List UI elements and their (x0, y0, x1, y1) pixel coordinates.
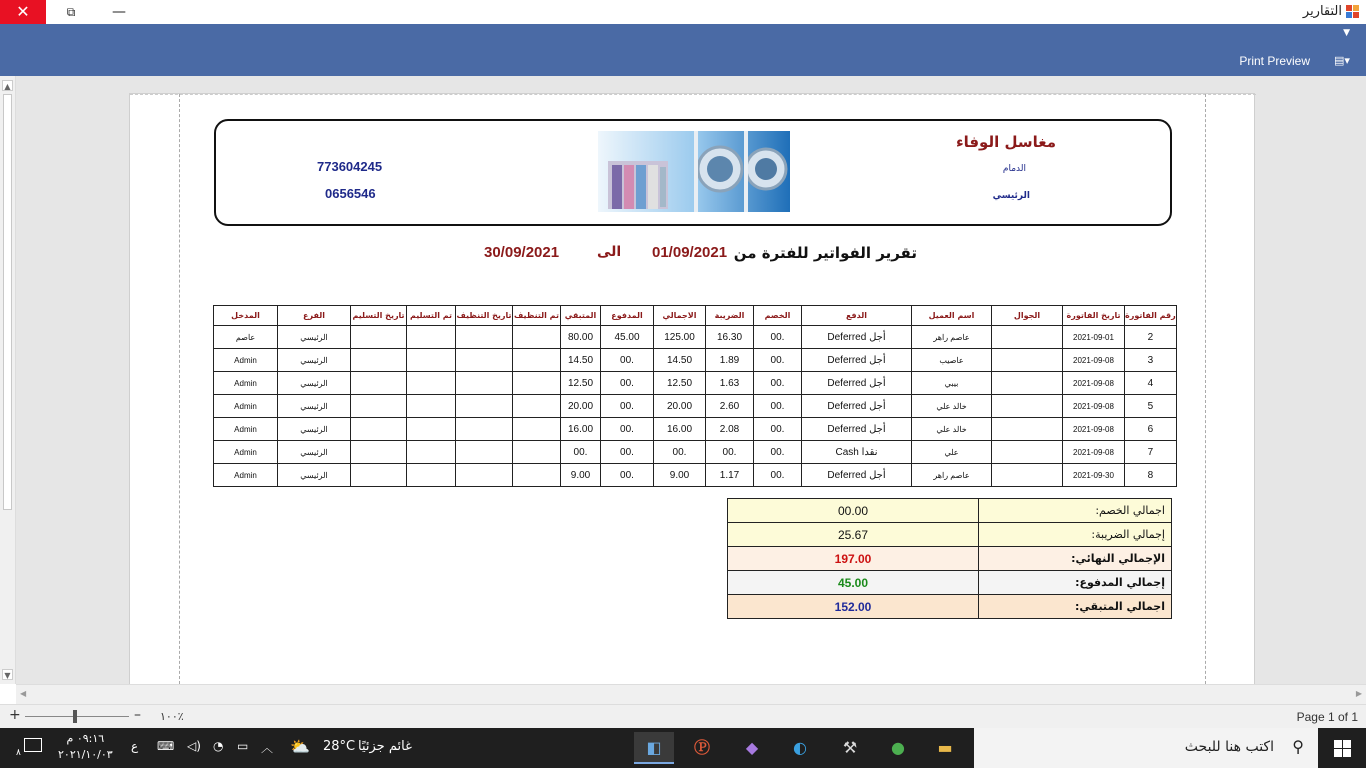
tools-icon[interactable]: ⚒ (842, 738, 858, 757)
table-cell: 2021-09-08 (1063, 349, 1125, 372)
table-cell (351, 441, 407, 464)
table-cell: 4 (1125, 372, 1177, 395)
table-row (214, 395, 1177, 418)
table-cell: أجل Deferred (802, 326, 912, 349)
column-header: المدفوع (601, 306, 654, 326)
totals-value: 45.00 (728, 571, 979, 595)
zoom-level: ١٠٠٪ (160, 710, 184, 723)
volume-icon[interactable]: ◁) (187, 739, 201, 753)
temperature: 28°C (323, 739, 356, 754)
menu-icon[interactable]: ▤▾ (1334, 54, 1350, 67)
table-cell (351, 418, 407, 441)
visual-studio-icon[interactable]: ◆ (745, 738, 759, 757)
date-from: 01/09/2021 (652, 244, 728, 261)
column-header: تم التنظيف (513, 306, 561, 326)
table-cell: بيبي (912, 372, 992, 395)
zoom-in-button[interactable]: + (9, 707, 21, 723)
table-cell: الرئيسي (278, 349, 351, 372)
table-cell: 80.00 (561, 326, 601, 349)
table-cell: .00 (754, 464, 802, 487)
table-cell: 1.17 (706, 464, 754, 487)
table-cell: .00 (754, 372, 802, 395)
table-header-row (214, 306, 1177, 326)
column-header: الضريبة (706, 306, 754, 326)
totals-row (728, 499, 1172, 523)
table-cell: 3 (1125, 349, 1177, 372)
table-cell: 20.00 (561, 395, 601, 418)
column-header: تم التسليم (407, 306, 456, 326)
scroll-down-icon[interactable]: ▼ (2, 669, 13, 680)
totals-row (728, 523, 1172, 547)
table-cell: Admin (214, 418, 278, 441)
clock[interactable] (58, 731, 113, 763)
table-cell (351, 464, 407, 487)
table-cell: 2021-09-08 (1063, 441, 1125, 464)
table-cell (992, 372, 1063, 395)
table-cell (513, 395, 561, 418)
table-cell (992, 418, 1063, 441)
table-cell: 16.30 (706, 326, 754, 349)
table-cell: 7 (1125, 441, 1177, 464)
table-cell: علي (912, 441, 992, 464)
table-cell: 2021-09-08 (1063, 372, 1125, 395)
page-indicator: Page 1 of 1 (1296, 710, 1358, 724)
table-cell (456, 326, 513, 349)
restore-button[interactable]: ⧉ (66, 5, 76, 19)
table-cell: أجل Deferred (802, 395, 912, 418)
scroll-left-icon[interactable]: ◀ (20, 689, 27, 698)
report-header (214, 119, 1172, 226)
table-cell: Admin (214, 464, 278, 487)
table-cell (513, 326, 561, 349)
column-header: تاريخ الفاتورة (1063, 306, 1125, 326)
totals-value: 197.00 (728, 547, 979, 571)
table-cell: 2021-09-08 (1063, 395, 1125, 418)
file-explorer-icon[interactable]: ▬ (937, 738, 953, 757)
table-cell: الرئيسي (278, 418, 351, 441)
table-cell: عاصم (214, 326, 278, 349)
table-cell: أجل Deferred (802, 464, 912, 487)
table-cell: .00 (601, 441, 654, 464)
column-header: الدفع (802, 306, 912, 326)
window-title: التقارير (1302, 4, 1342, 19)
table-cell: خالد علي (912, 418, 992, 441)
table-cell: 2021-09-30 (1063, 464, 1125, 487)
table-cell (456, 418, 513, 441)
table-cell (407, 464, 456, 487)
report-page (129, 93, 1255, 693)
reports-app-icon[interactable]: ◧ (634, 732, 674, 764)
table-cell (456, 464, 513, 487)
table-cell (407, 395, 456, 418)
table-cell: 8 (1125, 464, 1177, 487)
table-cell: 1.63 (706, 372, 754, 395)
table-cell: أجل Deferred (802, 349, 912, 372)
weather-cloud-icon: ⛅ (290, 737, 310, 756)
table-cell: 16.00 (654, 418, 706, 441)
table-cell: Admin (214, 349, 278, 372)
table-cell: 2021-09-08 (1063, 418, 1125, 441)
table-cell: .00 (706, 441, 754, 464)
table-cell: نقدا Cash (802, 441, 912, 464)
table-cell: Admin (214, 441, 278, 464)
table-row (214, 326, 1177, 349)
table-cell: 9.00 (561, 464, 601, 487)
table-cell: الرئيسي (278, 441, 351, 464)
table-row (214, 349, 1177, 372)
table-cell (351, 395, 407, 418)
totals-value: 00.00 (728, 499, 979, 523)
wifi-icon[interactable]: ◔ (213, 739, 224, 753)
company-branch: الرئيسي (992, 191, 1030, 201)
language-indicator[interactable]: ع (131, 739, 139, 753)
totals-value: 152.00 (728, 595, 979, 619)
table-row (214, 464, 1177, 487)
table-cell: أجل Deferred (802, 372, 912, 395)
title-bar (0, 0, 1366, 24)
table-cell (992, 464, 1063, 487)
column-header: اسم العميل (912, 306, 992, 326)
table-row (214, 441, 1177, 464)
table-cell (456, 372, 513, 395)
weather-description: غائم جزئيًا (358, 739, 412, 754)
print-preview-tab[interactable]: Print Preview (1239, 54, 1310, 68)
table-cell: .00 (601, 349, 654, 372)
column-header: رقم الفاتورة (1125, 306, 1177, 326)
notification-count: ٨ (16, 748, 21, 758)
app-p-icon[interactable]: Ⓟ (693, 738, 710, 757)
totals-table (727, 498, 1172, 619)
table-cell (407, 326, 456, 349)
totals-label: إجمالي الضريبة: (979, 523, 1172, 547)
table-row (214, 418, 1177, 441)
table-cell: 45.00 (601, 326, 654, 349)
table-cell: عاصم راهر (912, 326, 992, 349)
table-cell: .00 (601, 372, 654, 395)
ribbon (0, 24, 1366, 76)
table-cell (992, 395, 1063, 418)
table-cell: عاصيب (912, 349, 992, 372)
table-cell (513, 372, 561, 395)
table-cell (992, 441, 1063, 464)
table-cell: الرئيسي (278, 372, 351, 395)
clock-date: ٢٠٢١/١٠/٠٣ (58, 748, 113, 761)
table-cell: 14.50 (561, 349, 601, 372)
notification-icon[interactable] (24, 738, 42, 752)
company-logo-image (598, 131, 790, 212)
table-cell: .00 (654, 441, 706, 464)
table-cell: .00 (754, 441, 802, 464)
table-cell: الرئيسي (278, 464, 351, 487)
invoices-table (213, 305, 1177, 487)
table-cell: 6 (1125, 418, 1177, 441)
table-cell (992, 349, 1063, 372)
vertical-scrollbar[interactable] (0, 76, 16, 684)
search-placeholder: اكتب هنا للبحث (1184, 739, 1274, 755)
table-cell (513, 418, 561, 441)
clock-time: ٠٩:١٦ م (66, 732, 105, 745)
table-cell: 125.00 (654, 326, 706, 349)
battery-icon[interactable]: ▭ (237, 739, 249, 753)
table-cell (513, 464, 561, 487)
table-cell: 2.60 (706, 395, 754, 418)
table-cell: أجل Deferred (802, 418, 912, 441)
company-city: الدمام (1002, 164, 1026, 174)
report-title (214, 244, 1172, 268)
table-cell (407, 441, 456, 464)
minimize-button[interactable]: — (112, 4, 126, 20)
zoom-slider[interactable] (25, 716, 129, 717)
table-cell: .00 (601, 464, 654, 487)
table-cell (407, 349, 456, 372)
column-header: تاريخ التنظيف (456, 306, 513, 326)
windows-start-icon[interactable] (1318, 728, 1366, 768)
horizontal-scrollbar[interactable] (16, 684, 1366, 704)
scroll-thumb[interactable] (3, 94, 12, 510)
column-header: الاجمالي (654, 306, 706, 326)
totals-row (728, 571, 1172, 595)
table-row (214, 372, 1177, 395)
table-cell (513, 441, 561, 464)
totals-label: اجمالي الخصم: (979, 499, 1172, 523)
table-cell: خالد علي (912, 395, 992, 418)
table-cell (407, 372, 456, 395)
column-header: الفرع (278, 306, 351, 326)
totals-value: 25.67 (728, 523, 979, 547)
table-cell: 2021-09-01 (1063, 326, 1125, 349)
phone-number: 773604245 (317, 159, 383, 174)
table-cell: 9.00 (654, 464, 706, 487)
table-cell: .00 (754, 326, 802, 349)
column-header: تاريخ التسليم (351, 306, 407, 326)
table-cell: عاصم راهر (912, 464, 992, 487)
table-cell: .00 (754, 395, 802, 418)
phone-number-2: 0656546 (325, 186, 376, 201)
table-cell: .00 (754, 349, 802, 372)
table-cell: Admin (214, 372, 278, 395)
totals-label: اجمالي المتبقي: (979, 595, 1172, 619)
table-cell: 12.50 (561, 372, 601, 395)
table-cell (456, 441, 513, 464)
column-header: المدخل (214, 306, 278, 326)
table-cell: 20.00 (654, 395, 706, 418)
table-cell: .00 (601, 395, 654, 418)
date-to-label: الى (597, 244, 622, 260)
table-body (214, 326, 1177, 487)
table-cell (351, 326, 407, 349)
totals-row (728, 547, 1172, 571)
table-cell (351, 372, 407, 395)
keyboard-icon[interactable]: ⌨ (157, 739, 175, 753)
table-cell: Admin (214, 395, 278, 418)
totals-label: إجمالي المدفوع: (979, 571, 1172, 595)
edge-icon[interactable]: ◐ (793, 738, 807, 757)
zoom-slider-thumb[interactable] (73, 710, 77, 723)
table-cell: .00 (754, 418, 802, 441)
zoom-out-button[interactable]: – (134, 707, 141, 723)
table-cell (407, 418, 456, 441)
company-name: مغاسل الوفاء (955, 133, 1056, 151)
taskbar (0, 728, 1366, 768)
table-cell: .00 (601, 418, 654, 441)
table-cell: 16.00 (561, 418, 601, 441)
report-title-label: تقرير الفواتير للفترة من (733, 244, 917, 262)
column-header: المتبقي (561, 306, 601, 326)
chevron-up-icon[interactable]: ︿ (261, 741, 274, 755)
table-cell: 2.08 (706, 418, 754, 441)
table-cell: الرئيسي (278, 395, 351, 418)
app-icon (1346, 5, 1360, 19)
table-cell: 12.50 (654, 372, 706, 395)
table-cell: 14.50 (654, 349, 706, 372)
search-icon: ⚲ (1292, 737, 1304, 756)
table-cell: 1.89 (706, 349, 754, 372)
table-cell: 2 (1125, 326, 1177, 349)
table-cell (513, 349, 561, 372)
ribbon-dropdown-icon[interactable]: ▼ (1343, 28, 1350, 38)
totals-row (728, 595, 1172, 619)
table-cell: الرئيسي (278, 326, 351, 349)
chrome-icon[interactable]: ● (891, 738, 905, 757)
table-cell (351, 349, 407, 372)
scroll-up-icon[interactable]: ▲ (2, 80, 13, 91)
column-header: الجوال (992, 306, 1063, 326)
table-cell: 5 (1125, 395, 1177, 418)
date-to: 30/09/2021 (484, 244, 560, 261)
column-header: الخصم (754, 306, 802, 326)
taskbar-search[interactable] (974, 728, 1318, 768)
table-cell: .00 (561, 441, 601, 464)
table-cell (456, 395, 513, 418)
totals-label: الإجمالي النهائي: (979, 547, 1172, 571)
status-bar (0, 704, 1366, 728)
scroll-right-icon[interactable]: ▶ (1355, 689, 1362, 698)
table-cell (992, 326, 1063, 349)
table-cell (456, 349, 513, 372)
close-button[interactable]: ✕ (0, 0, 46, 24)
